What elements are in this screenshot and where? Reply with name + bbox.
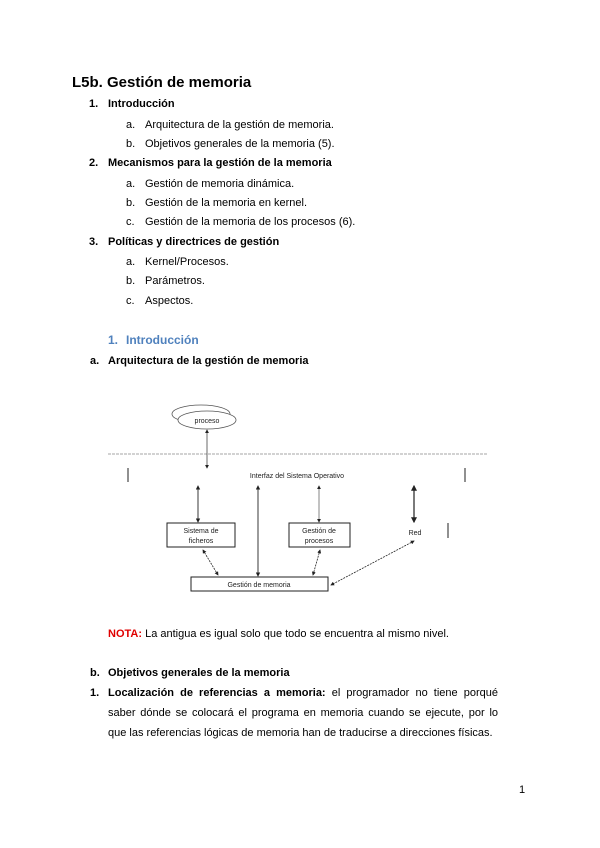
network-label: Red bbox=[408, 530, 422, 537]
page-number: 1 bbox=[519, 784, 526, 796]
svg-text:procesos: procesos bbox=[304, 538, 334, 545]
section-heading: Introducción bbox=[126, 333, 199, 347]
toc-item: Aspectos. bbox=[145, 295, 194, 307]
process-label: proceso bbox=[194, 418, 220, 425]
note-label: NOTA: bbox=[108, 628, 143, 640]
toc-letter: b. bbox=[126, 275, 136, 287]
svg-text:Gestión de: Gestión de bbox=[302, 528, 336, 535]
toc-num: 3. bbox=[89, 236, 99, 248]
section-num: 1. bbox=[108, 333, 119, 347]
subsection-heading: Arquitectura de la gestión de memoria bbox=[108, 355, 309, 367]
document-title: L5b. Gestión de memoria bbox=[72, 74, 252, 91]
toc-item: Objetivos generales de la memoria (5). bbox=[145, 138, 335, 150]
svg-text:Gestión de memoria: Gestión de memoria bbox=[227, 582, 291, 589]
toc-letter: a. bbox=[126, 178, 136, 190]
point-text: el programador no tiene porqué saber dónde se colocará el programa en memoria cuando se ejecute, por lo que las referencias lógicas de memoria han de traducirse a direcciones físicas. bbox=[108, 687, 498, 739]
toc-item: Parámetros. bbox=[145, 275, 205, 287]
toc-heading: Mecanismos para la gestión de la memoria bbox=[108, 157, 332, 169]
toc-item: Kernel/Procesos. bbox=[145, 256, 229, 268]
toc-item: Gestión de memoria dinámica. bbox=[145, 178, 295, 190]
toc-letter: a. bbox=[126, 256, 136, 268]
point-paragraph bbox=[108, 683, 498, 743]
point-num: 1. bbox=[90, 687, 100, 699]
note-text: La antigua es igual solo que todo se encuentra al mismo nivel. bbox=[142, 628, 449, 640]
svg-text:ficheros: ficheros bbox=[188, 538, 214, 545]
toc-num: 2. bbox=[89, 157, 99, 169]
toc-item: Arquitectura de la gestión de memoria. bbox=[145, 119, 334, 131]
toc-item: Gestión de la memoria de los procesos (6). bbox=[145, 216, 356, 228]
toc-letter: a. bbox=[126, 119, 136, 131]
toc-item: Gestión de la memoria en kernel. bbox=[145, 197, 308, 209]
os-interface-label: Interfaz del Sistema Operativo bbox=[249, 473, 345, 480]
toc-letter: b. bbox=[126, 138, 136, 150]
note bbox=[108, 627, 449, 641]
point-bold: Localización de referencias a memoria: bbox=[108, 687, 326, 699]
toc-letter: c. bbox=[126, 295, 135, 307]
subsection-heading: Objetivos generales de la memoria bbox=[108, 667, 290, 679]
toc-heading: Políticas y directrices de gestión bbox=[108, 236, 280, 248]
toc-letter: b. bbox=[126, 197, 136, 209]
toc-num: 1. bbox=[89, 98, 99, 110]
subsection-letter: b. bbox=[90, 667, 100, 679]
toc-letter: c. bbox=[126, 216, 135, 228]
svg-text:Sistema de: Sistema de bbox=[183, 528, 219, 535]
toc-heading: Introducción bbox=[108, 98, 175, 110]
subsection-letter: a. bbox=[90, 355, 100, 367]
